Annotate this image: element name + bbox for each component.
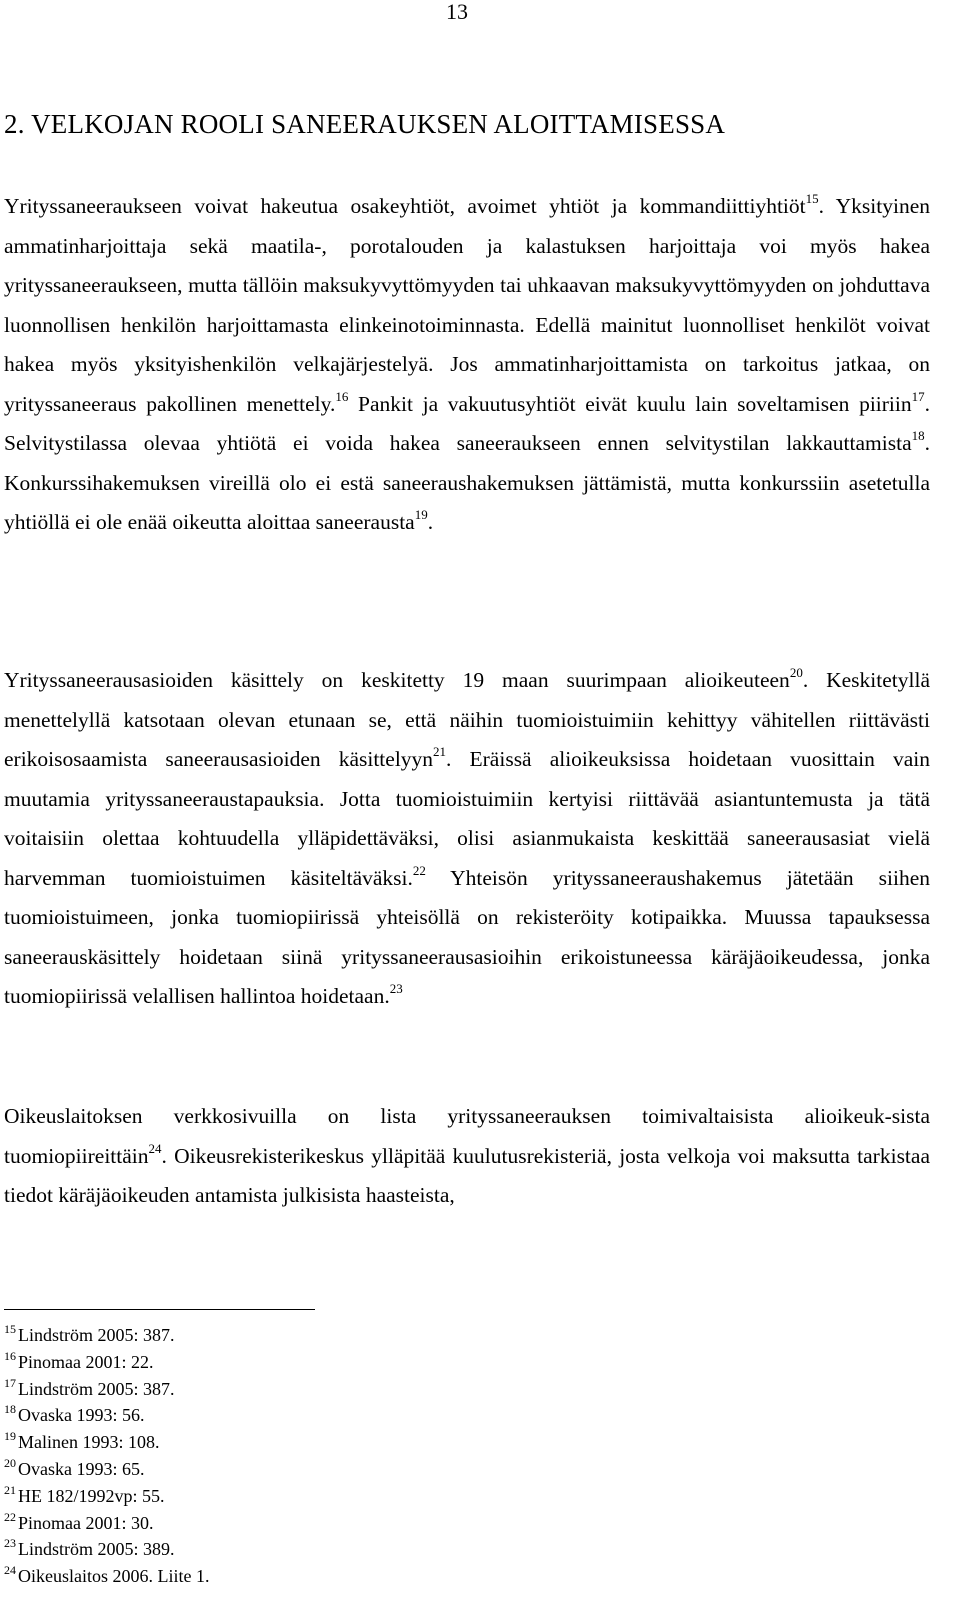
footnote-text: HE 182/1992vp: 55. [18,1485,165,1506]
footnote-text: Ovaska 1993: 56. [18,1405,145,1426]
footnote-number: 15 [4,1322,16,1336]
footnote-number: 21 [4,1482,16,1497]
footnote-reference: 15 [805,191,819,206]
paragraph-text: . Yksityinen ammatinharjoittaja sekä maatila-, porotalouden ja kalastuksen harjoittaja voi myös hakea yrityssaneeraukseen, mutta tällöin maksukyvyttömyyden tai uhkaavan maksukyvyttömyyden on johduttava luonnollisen henkilön harjoittamasta elinkeinotoiminnasta. Edellä mainitut luonnolliset henkilöt voivat hakea myös yksityishenkilön velkajärjestelyä. Jos ammatinharjoittamista on tarkoitus jatkaa, on yrityssaneeraus pakollinen menettely. [4,194,930,416]
footnote-reference: 17 [911,388,925,404]
footnote-number: 17 [4,1375,16,1390]
paragraph-text: Pankit ja vakuutusyhtiöt eivät kuulu lain soveltamisen piiriin [348,391,912,416]
paragraph-text: . Eräissä alioikeuksissa hoidetaan vuosittain vain muutamia yrityssaneeraustapauksia. Jotta tuomioistuimiin kertyisi riittävää asiantuntemusta ja tätä voitaisiin olettaa kohtuudella ylläpidettäväksi, olisi asianmukaista keskittää saneerausasiat vielä harvemman tuomioistuimen käsiteltäväksi. [4,747,930,890]
footnote-reference: 19 [414,507,428,522]
paragraph-text: Yhteisön yrityssaneeraushakemus jätetään siihen tuomioistuimeen, jonka tuomiopiirissä yhteisöllä on rekisteröity kotipaikka. Muussa tapauksessa saneerauskäsittely hoidetaan siinä yrityssaneerausasioihin erikoistuneessa käräjäoikeudessa, jonka tuomiopiirissä velallisen hallintoa hoidetaan. [4,865,930,1008]
section-heading: 2. VELKOJAN ROOLI SANEERAUKSEN ALOITTAMISESSA [4,109,726,139]
footnote-reference: 18 [911,428,925,443]
footnote-number: 18 [4,1402,16,1417]
footnote-reference: 21 [433,744,447,759]
page-number: 13 [446,0,468,24]
footnote-reference: 22 [412,862,426,878]
footnote-number: 19 [4,1429,16,1444]
paragraph-text: . Keskitetyllä menettelyllä katsotaan olevan etunaan se, että näihin tuomioistuimiin kehittyy vähitellen riittävästi erikoisosaamista saneerausasioiden käsittelyyn [4,668,930,771]
footnote-item [4,1563,209,1590]
footnote-item [4,1349,209,1376]
footnote-number: 24 [4,1563,16,1578]
footnote-text: Oikeuslaitos 2006. Liite 1. [18,1566,210,1587]
footnote-text: Lindström 2005: 387. [18,1378,175,1399]
body-paragraph-2 [4,661,930,1017]
footnote-reference: 23 [389,981,403,996]
footnote-reference: 20 [789,665,803,680]
footnote-number: 23 [4,1536,16,1551]
paragraph-text: . Konkurssihakemuksen vireillä olo ei estä saneeraushakemuksen jättämistä, mutta konkurssiin asetetulla yhtiöllä ei ole enää oikeutta aloittaa saneerausta [4,431,930,534]
footnote-item [4,1429,209,1456]
footnote-item [4,1376,209,1403]
footnote-text: Pinomaa 2001: 30. [18,1512,154,1533]
footnote-separator [4,1309,315,1310]
footnote-text: Lindström 2005: 389. [18,1539,175,1560]
footnote-item [4,1456,209,1483]
footnote-number: 22 [4,1509,16,1524]
footnote-number: 20 [4,1455,16,1470]
footnote-item [4,1402,209,1429]
footnote-list [4,1322,209,1590]
footnote-text: Malinen 1993: 108. [18,1432,160,1453]
footnote-number: 16 [4,1348,16,1363]
paragraph-text: Yrityssaneerausasioiden käsittely on keskitetty 19 maan suurimpaan alioikeuteen [4,668,790,692]
paragraph-text: . [427,510,434,534]
footnote-item [4,1322,209,1349]
footnote-item [4,1483,209,1510]
body-paragraph-1 [4,187,930,543]
footnote-text: Ovaska 1993: 65. [18,1458,145,1479]
paragraph-text: Oikeuslaitoksen verkkosivuilla on lista yrityssaneerauksen toimivaltaisista alioikeuk-sista tuomiopiireittäin [4,1104,930,1168]
paragraph-text: Yrityssaneeraukseen voivat hakeutua osakeyhtiöt, avoimet yhtiöt ja kommandiittiyhtiöt [4,194,806,218]
footnote-text: Lindström 2005: 387. [18,1325,175,1345]
paragraph-text: . Oikeusrekisterikeskus ylläpitää kuulutusrekisteriä, josta velkoja voi maksutta tarkistaa tiedot käräjäoikeuden antamista julkisista haasteista, [4,1143,930,1207]
paragraph-text: . Selvitystilassa olevaa yhtiötä ei voida hakea saneeraukseen ennen selvitystilan lakkauttamista [4,391,931,455]
footnote-reference: 24 [148,1140,162,1156]
footnote-item [4,1510,209,1537]
footnote-reference: 16 [335,388,349,404]
body-paragraph-3 [4,1097,930,1216]
footnote-item [4,1536,209,1563]
footnote-text: Pinomaa 2001: 22. [18,1351,154,1372]
